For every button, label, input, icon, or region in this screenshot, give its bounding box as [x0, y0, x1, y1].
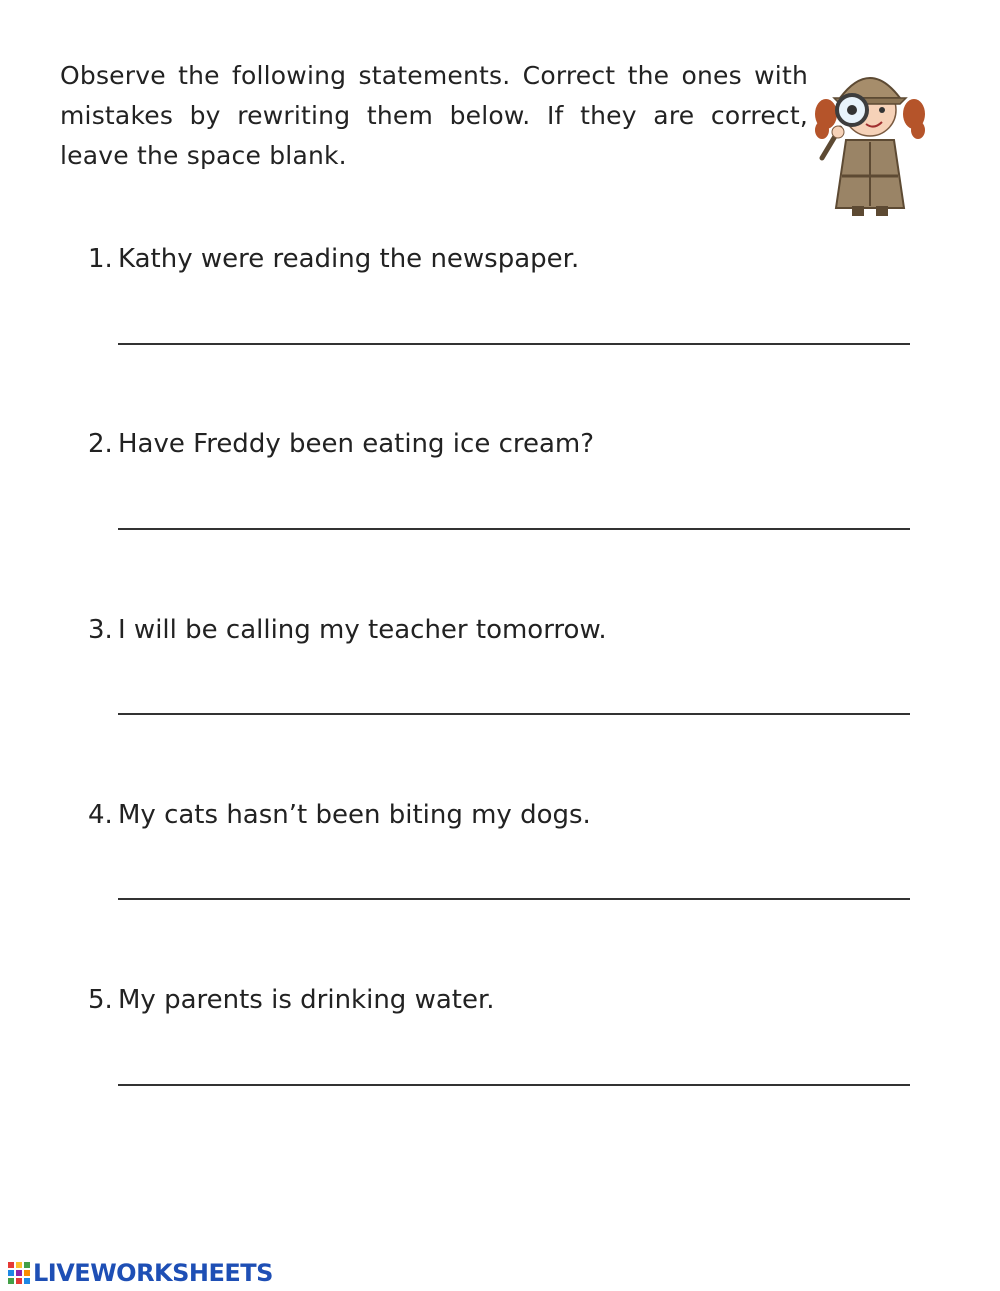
detective-girl-icon [812, 58, 928, 220]
question-number: 2. [88, 429, 113, 459]
question-1 [88, 243, 579, 275]
question-text: Have Freddy been eating ice cream? [118, 429, 595, 459]
question-number: 1. [88, 244, 113, 274]
question-5 [88, 984, 495, 1016]
question-2 [88, 428, 594, 460]
liveworksheets-logo[interactable] [8, 1258, 273, 1288]
question-text: My parents is drinking water. [118, 985, 495, 1015]
question-number: 4. [88, 800, 113, 830]
liveworksheets-grid-icon [8, 1262, 30, 1284]
question-text: I will be calling my teacher tomorrow. [118, 615, 607, 645]
answer-line-5[interactable] [118, 1084, 910, 1086]
question-text: Kathy were reading the newspaper. [118, 244, 580, 274]
question-3 [88, 614, 607, 646]
question-4 [88, 799, 591, 831]
instructions-text: Observe the following statements. Correct the ones with mistakes by rewriting them below. If they are correct, leave the space blank. [60, 61, 808, 170]
brand-name: LIVEWORKSHEETS [33, 1259, 273, 1287]
answer-line-4[interactable] [118, 898, 910, 900]
answer-line-1[interactable] [118, 343, 910, 345]
question-text: My cats hasn’t been biting my dogs. [118, 800, 591, 830]
question-number: 5. [88, 985, 113, 1015]
answer-line-3[interactable] [118, 713, 910, 715]
question-number: 3. [88, 615, 113, 645]
answer-line-2[interactable] [118, 528, 910, 530]
